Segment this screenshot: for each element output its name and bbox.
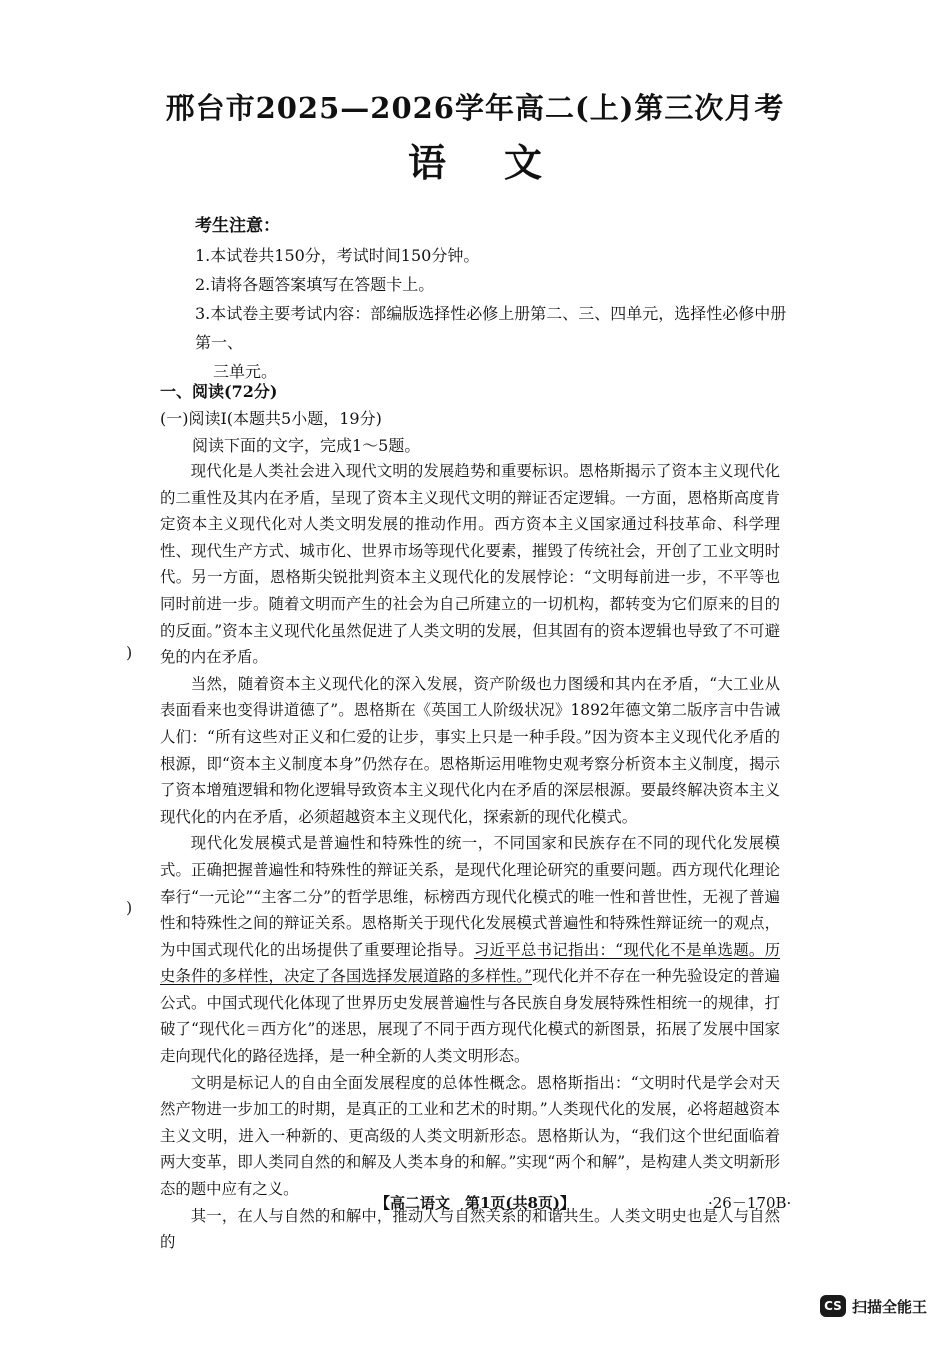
sub-section-heading: (一)阅读Ⅰ(本题共5小题，19分) xyxy=(160,409,382,428)
underlined-quote: 习近平总书记指出：“现代化不是单选题。历史条件的多样性，决定了各国选择发展道路的多样性。” xyxy=(160,940,780,986)
scanner-app-name: 扫描全能王 xyxy=(852,1297,928,1316)
notice-item-2: 2.请将各题答案填写在答题卡上。 xyxy=(195,275,435,294)
paragraph-3-part-a: 现代化发展模式是普遍性和特殊性的统一，不同国家和民族存在不同的现代化发展模式。正确把握普遍性和特殊性的辩证关系，是现代化理论研究的重要问题。西方现代化理论奉行“一元论”“主客二分”的哲学思维，标榜西方现代化模式的唯一性和普世性，无视了普遍性和特殊性之间的辩证关系。恩格斯关于现代化发展模式普遍性和特殊性辩证统一的观点，为中国式现代化的出场提供了重要理论指导。 xyxy=(160,834,780,959)
passage-paragraph-2: 当然，随着资本主义现代化的深入发展，资产阶级也力图缓和其内在矛盾，“大工业从表面看来也变得讲道德了”。恩格斯在《英国工人阶级状况》1892年德文第二版序言中告诫人们：“所有这些对正义和仁爱的让步，事实上只是一种手段。”因为资本主义现代化矛盾的根源，即“资本主义制度本身”仍然存在。恩格斯运用唯物史观考察分析资本主义制度，揭示了资本增殖逻辑和物化逻辑导致资本主义现代化内在矛盾的深层根源。要最终解决资本主义现代化的内在矛盾，必须超越资本主义现代化，探索新的现代化模式。 xyxy=(160,674,780,826)
reading-passage xyxy=(160,458,780,1256)
notice-item-3-continued: 三单元。 xyxy=(213,362,278,381)
reading-section xyxy=(160,378,800,459)
scanner-watermark xyxy=(820,1294,927,1318)
passage-paragraph-3 xyxy=(160,830,780,1069)
notice-heading: 考生注意： xyxy=(195,216,280,236)
camscanner-logo-icon: CS xyxy=(820,1295,846,1317)
passage-paragraph-5: 其一，在人与自然的和解中，推动人与自然关系的和谐共生。人类文明史也是人与自然的 xyxy=(160,1206,780,1252)
subject-title: 语文 xyxy=(407,140,600,185)
passage-paragraph-4: 文明是标记人的自由全面发展程度的总体性概念。恩格斯指出：“文明时代是学会对天然产物进一步加工的时期，是真正的工业和艺术的时期。”人类现代化的发展，必将超越资本主义文明，进入一种新的、更高级的人类文明新形态。恩格斯认为，“我们这个世纪面临着两大变革，即人类同自然的和解及人类本身的和解。”实现“两个和解”，是构建人类文明新形态的题中应有之义。 xyxy=(160,1073,780,1199)
paragraph-3-part-b: 现代化并不存在一种先验设定的普遍公式。中国式现代化体现了世界历史发展普遍性与各民族自身发展特殊性相统一的规律，打破了“现代化＝西方化”的迷思，展现了不同于西方现代化模式的新图景，拓展了发展中国家走向现代化的路径选择，是一种全新的人类文明形态。 xyxy=(160,967,780,1066)
candidate-notice xyxy=(195,212,795,386)
margin-mark: ) xyxy=(126,643,133,662)
notice-item-3: 3.本试卷主要考试内容：部编版选择性必修上册第二、三、四单元，选择性必修中册第一、 xyxy=(195,304,787,352)
margin-mark: ) xyxy=(126,898,133,917)
exam-title: 邢台市2025—2026学年高二(上)第三次月考 xyxy=(165,91,785,125)
reading-instruction: 阅读下面的文字，完成1～5题。 xyxy=(192,436,421,455)
footer-page-info: 【高二语文 第1页(共8页)】 xyxy=(374,1194,576,1212)
footer-exam-code: ·26－170B· xyxy=(708,1194,792,1212)
passage-paragraph-1: 现代化是人类社会进入现代文明的发展趋势和重要标识。恩格斯揭示了资本主义现代化的二重性及其内在矛盾，呈现了资本主义现代文明的辩证否定逻辑。一方面，恩格斯高度肯定资本主义现代化对人类文明发展的推动作用。西方资本主义国家通过科技革命、科学理性、现代生产方式、城市化、世界市场等现代化要素，摧毁了传统社会，开创了工业文明时代。另一方面，恩格斯尖锐批判资本主义现代化的发展悖论：“文明每前进一步，不平等也同时前进一步。随着文明而产生的社会为自己所建立的一切机构，都转变为它们原来的目的的反面。”资本主义现代化虽然促进了人类文明的发展，但其固有的资本逻辑也导致了不可避免的内在矛盾。 xyxy=(160,462,780,667)
section-heading: 一、阅读(72分) xyxy=(160,382,278,401)
notice-item-1: 1.本试卷共150分，考试时间150分钟。 xyxy=(195,246,480,265)
